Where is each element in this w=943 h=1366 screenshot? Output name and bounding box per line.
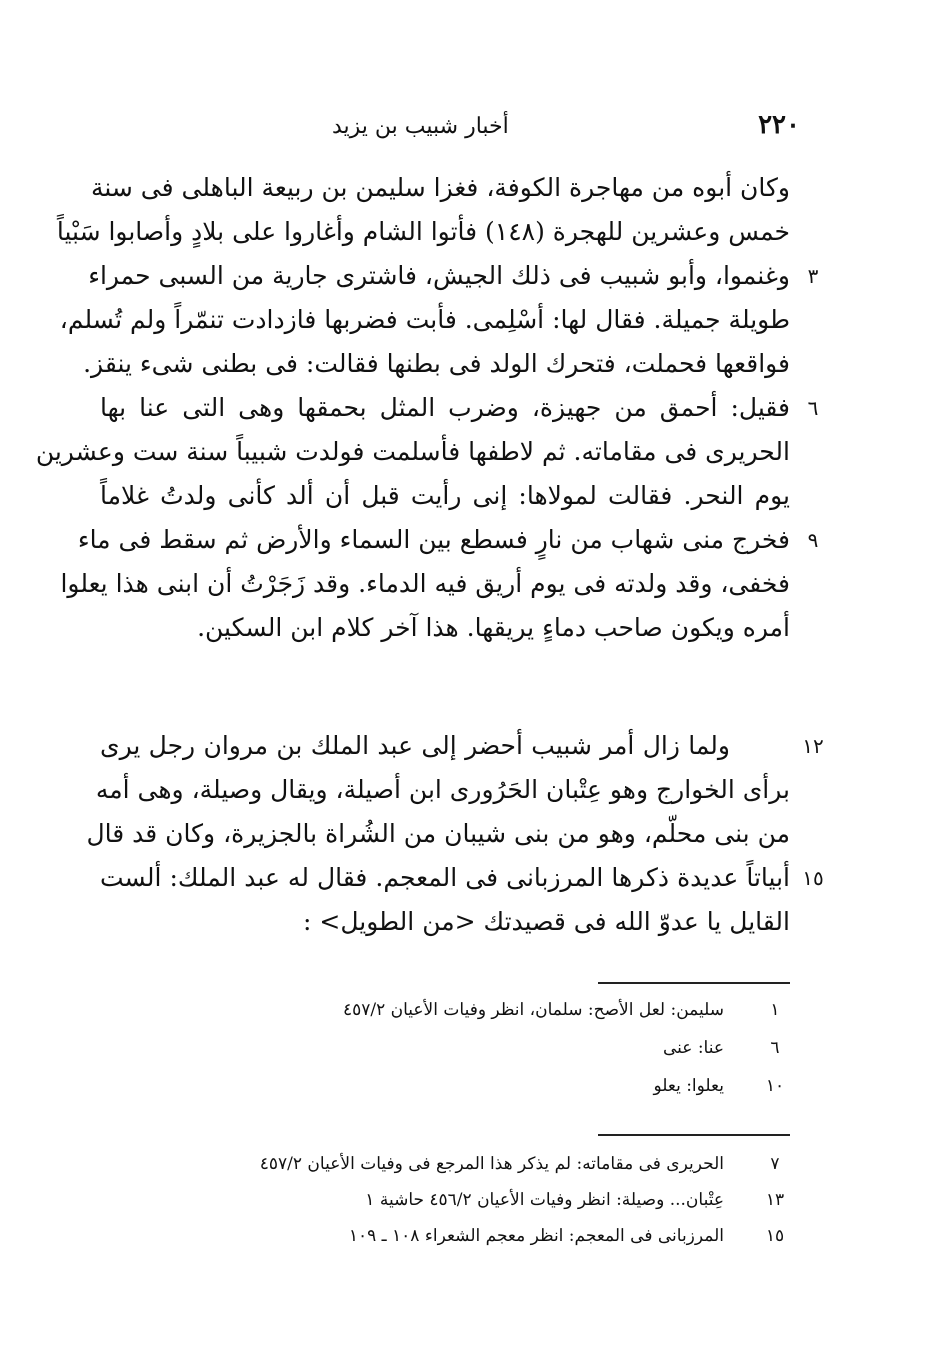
footnote-rule [598, 1134, 790, 1136]
footnote-text: يعلوا: يعلو [653, 1076, 724, 1096]
footnote-text: عِتْبان... وصيلة: انظر وفيات الأعيان ٤٥٦/٢ حاشية ١ [365, 1190, 724, 1210]
footnote [100, 1186, 790, 1214]
text-line: برأى الخوارج وهو عِتْبان الحَرُورى ابن أصيلة، ويقال وصيلة، وهى أمه [95, 775, 790, 804]
text-line-content: ولما زال أمر شبيب أحضر إلى عبد الملك بن مروان رجل يرى [100, 731, 730, 760]
footnote-number: ١٥ [765, 1226, 785, 1246]
text-line: من بنى محلّم، وهو من بنى شيبان من الشُراة بالجزيرة، وكان قد قال [86, 819, 790, 848]
footnote-text: عنا: عنى [662, 1038, 724, 1058]
text-line: فخرج منى شهاب من نارٍ فسطع بين السماء والأرض ثم سقط فى ماء [77, 525, 790, 554]
footnote-rule [598, 982, 790, 984]
text-line: القايل يا عدوّ الله فى قصيدتك <من الطويل> : [303, 907, 790, 936]
text-line [100, 726, 790, 766]
footnote-number: ٧ [770, 1154, 780, 1174]
footnote-number: ١٠ [765, 1076, 785, 1096]
text-line: وكان أبوه من مهاجرة الكوفة، فغزا سليمن بن ربيعة الباهلى فى سنة [90, 173, 790, 202]
footnote-number: ١ [770, 1000, 780, 1020]
footnote [100, 1222, 790, 1250]
footnote [100, 1150, 790, 1178]
footnote-text: المرزبانى فى المعجم: انظر معجم الشعراء ١٠٨ ـ ١٠٩ [348, 1226, 724, 1246]
text-line: فقيل: أحمق من جهيزة، وضرب المثل بحمقها وهى التى عنا بها [100, 393, 790, 422]
text-line: خمس وعشرين للهجرة (١٤٨) فأتوا الشام وأغاروا على بلادٍ وأصابوا سَبْياً [56, 217, 790, 246]
page-header [100, 110, 800, 146]
margin-line-number: ٦ [807, 396, 819, 420]
footnote-number: ١٣ [765, 1190, 785, 1210]
footnote-text: الحريرى فى مقاماته: لم يذكر هذا المرجع فى وفيات الأعيان ٤٥٧/٢ [259, 1154, 724, 1174]
footnote [100, 1072, 790, 1100]
margin-line-number: ٣ [807, 264, 819, 288]
paragraph-2 [86, 726, 790, 946]
text-line: طويلة جميلة. فقال لها: أسْلِمى. فأبت فضربها فازدادت تنمّراً ولم تُسلم، [59, 305, 790, 334]
paragraph-1 [35, 168, 790, 642]
footnote [100, 996, 790, 1024]
margin-line-number: ١٢ [802, 734, 824, 758]
footnote-number: ٦ [770, 1038, 780, 1058]
text-line: يوم النحر. فقالت لمولاها: إنى رأيت قبل أن ألد كأنى ولدتُ غلاماً [100, 481, 790, 510]
text-line: فخفى، وقد ولدته فى يوم أريق فيه الدماء. وقد زَجَرْتُ أن ابنى هذا يعلوا [60, 569, 790, 598]
page-number: ٢٢٠ [758, 110, 800, 140]
text-line: فواقعها فحملت، فتحرك الولد فى بطنها فقالت: فى بطنى شىء ينقز. [83, 349, 790, 378]
text-line: الحريرى فى مقاماته. ثم لاطفها فأسلمت فولدت شبيباً سنة ست وعشرين [35, 437, 790, 466]
text-line: أبياتاً عديدة ذكرها المرزبانى فى المعجم. فقال له عبد الملك: ألست [100, 863, 790, 892]
text-line: أمره ويكون صاحب دماءٍ يريقها. هذا آخر كلام ابن السكين. [197, 613, 790, 642]
running-title: أخبار شبيب بن يزيد [332, 114, 509, 139]
footnote [100, 1034, 790, 1062]
footnote-text: سليمن: لعل الأصح: سلمان، انظر وفيات الأعيان ٤٥٧/٢ [342, 1000, 724, 1020]
margin-line-number: ١٥ [802, 866, 824, 890]
text-line: وغنموا، وأبو شبيب فى ذلك الجيش، فاشترى جارية من السبى حمراء [88, 261, 790, 290]
margin-line-number: ٩ [807, 528, 819, 552]
